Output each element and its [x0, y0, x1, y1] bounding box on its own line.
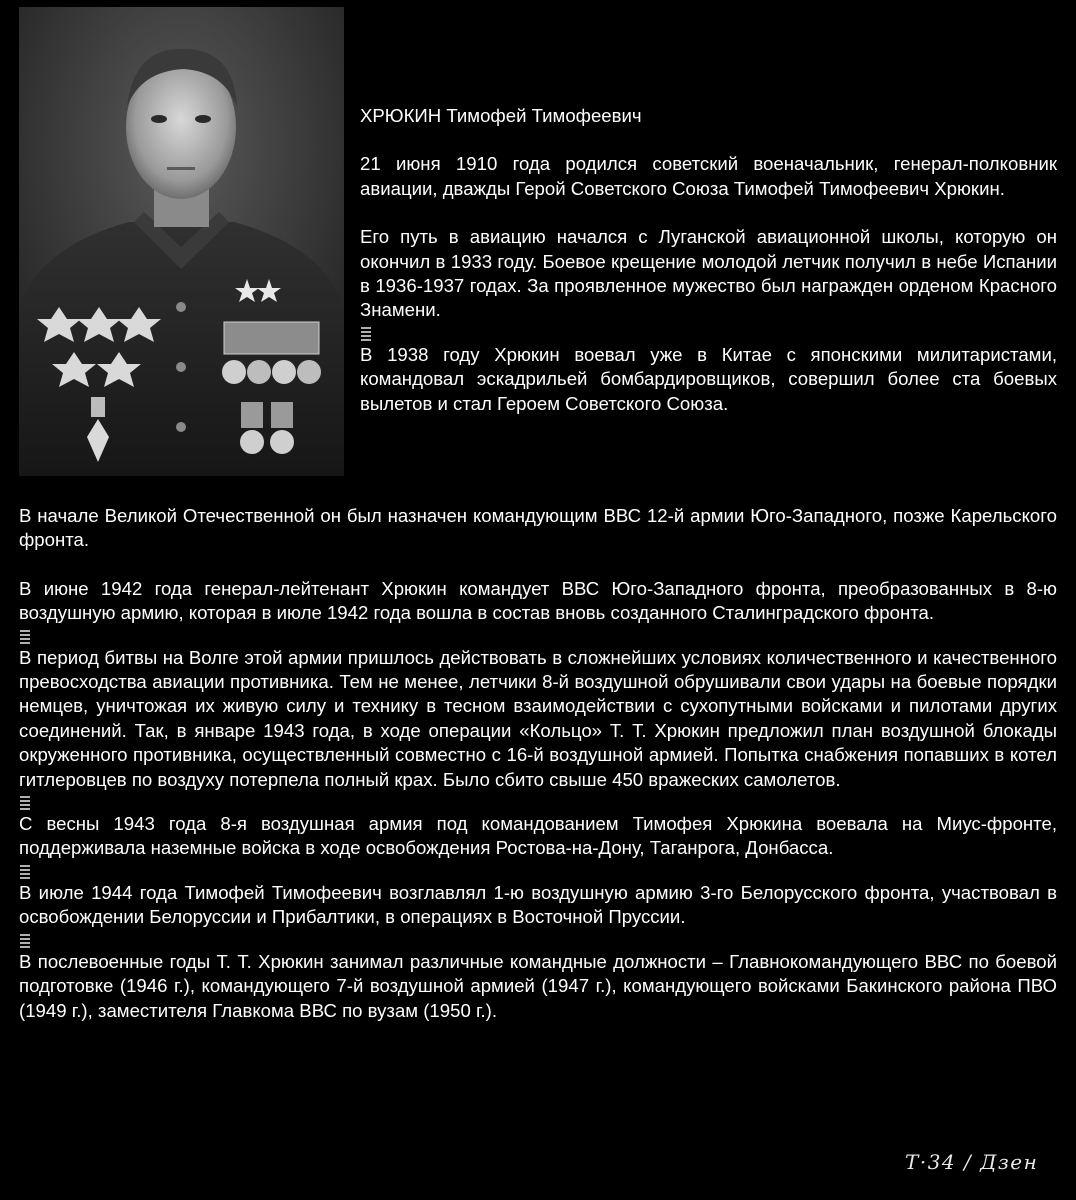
bottom-paragraph-4: С весны 1943 года 8-я воздушная армия под командованием Тимофея Хрюкина воевала на Миус-фронте, поддерживала наземные войска в ходе освобождения Ростова-на-Дону, Таганрога, Донбасса. — [19, 813, 1057, 859]
portrait-image — [19, 7, 344, 476]
top-paragraph-1: Его путь в авиацию начался с Луганской авиационной школы, которую он окончил в 1933 году. Боевое крещение молодой летчик получил в небе Испании в 1936-1937 годах. За проявленное мужество был награжден орденом Красного Знамени. — [360, 226, 1057, 321]
paragraph-separator-icon — [361, 327, 371, 342]
top-paragraph-2: В 1938 году Хрюкин воевал уже в Китае с японскими милитаристами, командовал эскадрильей бомбардировщиков, совершил более ста боевых вылетов и стал Героем Советского Союза. — [360, 343, 1057, 414]
bottom-paragraph-6: В послевоенные годы Т. Т. Хрюкин занимал различные командные должности – Главнокомандующего ВВС по боевой подготовке (1946 г.), командующего 7-й воздушной армией (1947 г.), командующего войсками Бакинского района ПВО (1949 г.), заместителя Главкома ВВС по вузам (1950 г.). — [19, 950, 1057, 1021]
top-text-column — [360, 104, 1057, 416]
paragraph-separator-icon — [20, 630, 30, 645]
intro-paragraph: 21 июня 1910 года родился советский военачальник, генерал-полковник авиации, дважды Герой Советского Союза Тимофей Тимофеевич Хрюкин. — [360, 153, 1057, 199]
portrait-photo — [19, 7, 344, 476]
paragraph-separator-icon — [20, 934, 30, 949]
bottom-paragraph-5: В июле 1944 года Тимофей Тимофеевич возглавлял 1-ю воздушную армию 3-го Белорусского фронта, участвовал в освобождении Белоруссии и Прибалтики, в операциях в Восточной Пруссии. — [19, 881, 1057, 928]
source-signature: Т·34 / Дзен — [905, 1150, 1039, 1174]
paragraph-separator-icon — [20, 796, 30, 811]
paragraph-separator-icon — [20, 865, 30, 880]
bottom-paragraph-2: В июне 1942 года генерал-лейтенант Хрюкин командует ВВС Юго-Западного фронта, преобразованных в 8-ю воздушную армию, которая в июле 1942 года вошла в состав вновь созданного Сталинградского фронта. — [19, 577, 1057, 624]
bottom-paragraph-1: В начале Великой Отечественной он был назначен командующим ВВС 12-й армии Юго-Западного, позже Карельского фронта. — [19, 505, 1057, 551]
bottom-text-column — [19, 504, 1057, 1023]
bottom-paragraph-3: В период битвы на Волге этой армии пришлось действовать в сложнейших условиях количественного и качественного превосходства авиации противника. Тем не менее, летчики 8-й воздушной обрушивали свои удары на боевые порядки немцев, уничтожая их живую силу и технику в тесном взаимодействии с сухопутными войсками и пилотами других соединений. Так, в январе 1943 года, в ходе операции «Кольцо» Т. Т. Хрюкин предложил план воздушной блокады окруженного противника, осуществленный совместно с 16-й воздушной армией. Попытка снабжения попавших в котел гитлеровцев по воздуху потерпела полный крах. Было сбито свыше 450 вражеских самолетов. — [19, 646, 1057, 790]
article-title: ХРЮКИН Тимофей Тимофеевич — [360, 105, 642, 126]
